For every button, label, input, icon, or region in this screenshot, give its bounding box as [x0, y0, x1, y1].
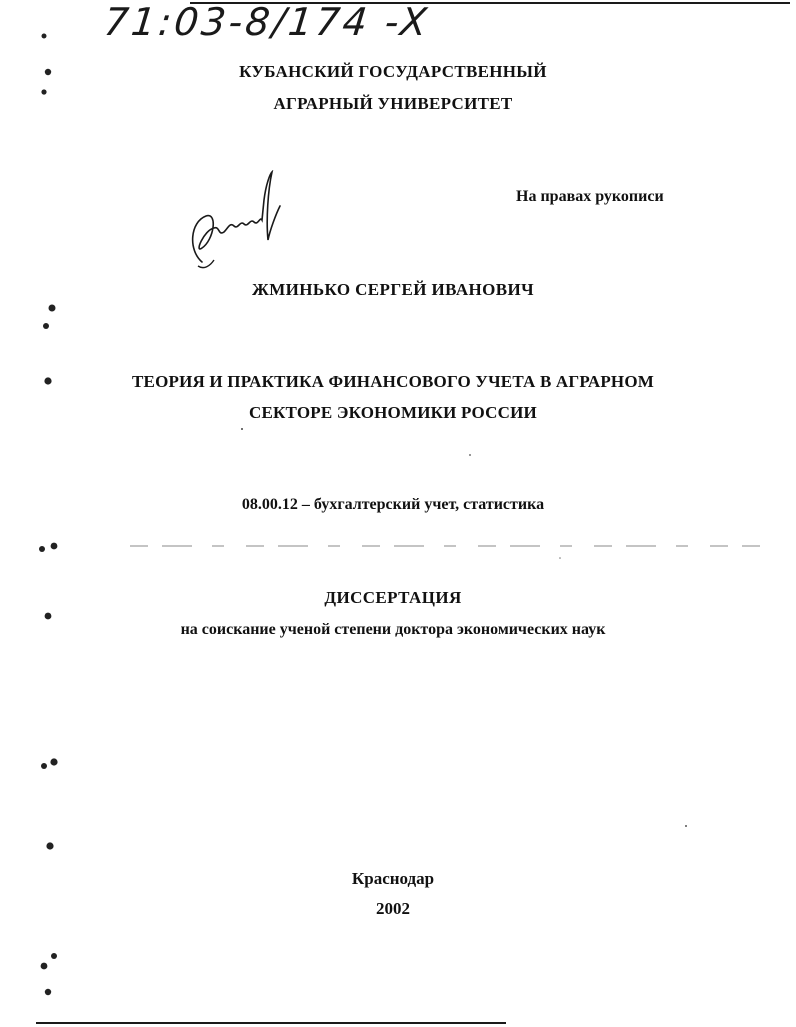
dissertation-title-line-1: ТЕОРИЯ И ПРАКТИКА ФИНАНСОВОГО УЧЕТА В АГРАРНОМ — [132, 372, 654, 391]
scan-noise-line — [120, 536, 780, 566]
dissertation-title-line-2: СЕКТОРЕ ЭКОНОМИКИ РОССИИ — [249, 403, 537, 422]
university-name-line-2: АГРАРНЫЙ УНИВЕРСИТЕТ — [273, 94, 513, 113]
university-name-line-1: КУБАНСКИЙ ГОСУДАРСТВЕННЫЙ — [239, 62, 547, 81]
publication-year: 2002 — [376, 899, 410, 918]
degree-description: на соискание ученой степени доктора экономических наук — [180, 621, 606, 638]
bottom-border-line — [36, 1022, 506, 1024]
specialty-code: 08.00.12 – бухгалтерский учет, статистика — [241, 496, 545, 513]
publication-city: Краснодар — [351, 869, 435, 888]
document-type-heading: ДИССЕРТАЦИЯ — [324, 588, 462, 607]
author-name: ЖМИНЬКО СЕРГЕЙ ИВАНОВИЧ — [252, 280, 534, 299]
manuscript-rights-note: На правах рукописи — [516, 188, 664, 205]
handwritten-signature — [184, 170, 284, 280]
archive-code-handwritten: 71:03-8/174 -X — [101, 0, 432, 44]
